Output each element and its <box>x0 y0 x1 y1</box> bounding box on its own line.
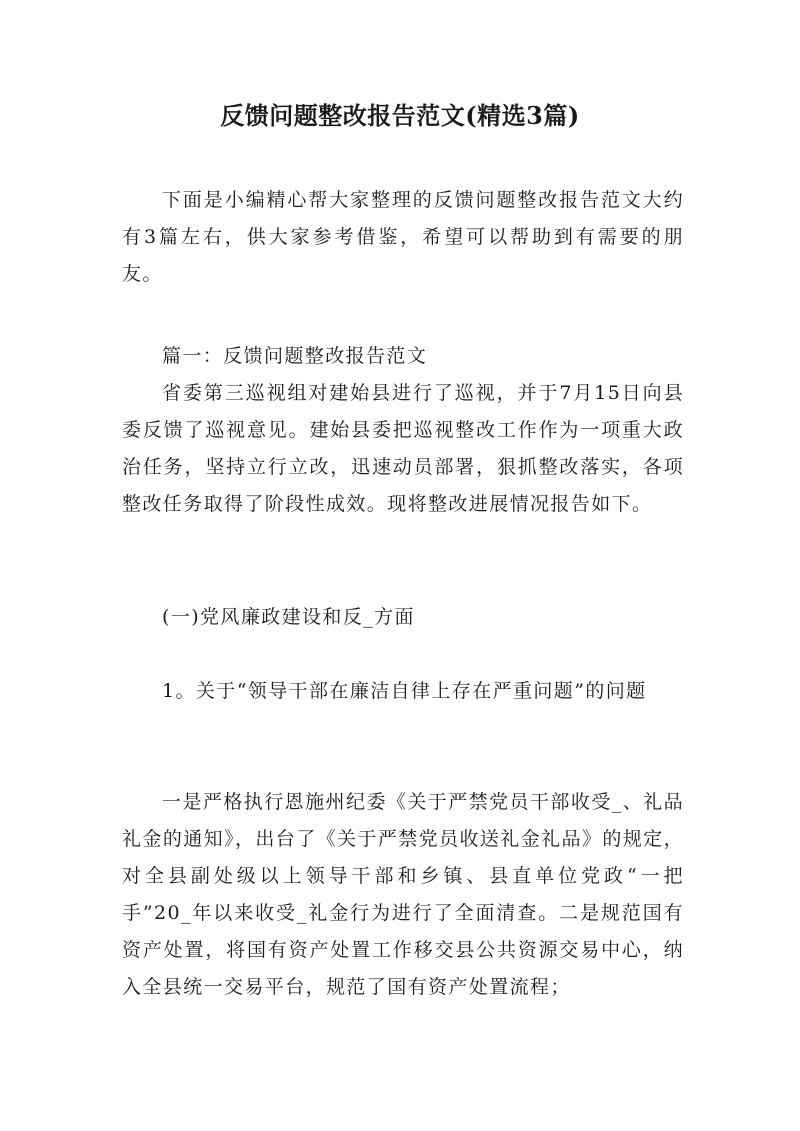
intro-paragraph: 下面是小编精心帮大家整理的反馈问题整改报告范文大约有3篇左右，供大家参考借鉴，希望可以帮助到有需要的朋友。 <box>122 189 684 285</box>
subheading-party-conduct: (一)党风廉政建设和反_方面 <box>162 606 415 628</box>
item-1-body-paragraph: 一是严格执行恩施州纪委《关于严禁党员干部收受_、礼品礼金的通知》，出台了《关于严禁党员收送礼金礼品》的规定，对全县副处级以上领导干部和乡镇、县直单位党政“一把手”20_年以来收受_礼金行为进行了全面清查。二是规范国有资产处置，将国有资产处置工作移交县公共资源交易中心，纳入全县统一交易平台，规范了国有资产处置流程； <box>122 791 684 998</box>
section-heading: 篇一：反馈问题整改报告范文 <box>162 345 428 367</box>
item-1-heading: 1。关于“领导干部在廉洁自律上存在严重问题”的问题 <box>162 680 647 702</box>
document-title: 反馈问题整改报告范文(精选3篇) <box>220 101 580 130</box>
section-body-paragraph: 省委第三巡视组对建始县进行了巡视，并于7月15日向县委反馈了巡视意见。建始县委把巡视整改工作作为一项重大政治任务，坚持立行立改，迅速动员部署，狠抓整改落实，各项整改任务取得了阶段性成效。现将整改进展情况报告如下。 <box>122 382 684 515</box>
